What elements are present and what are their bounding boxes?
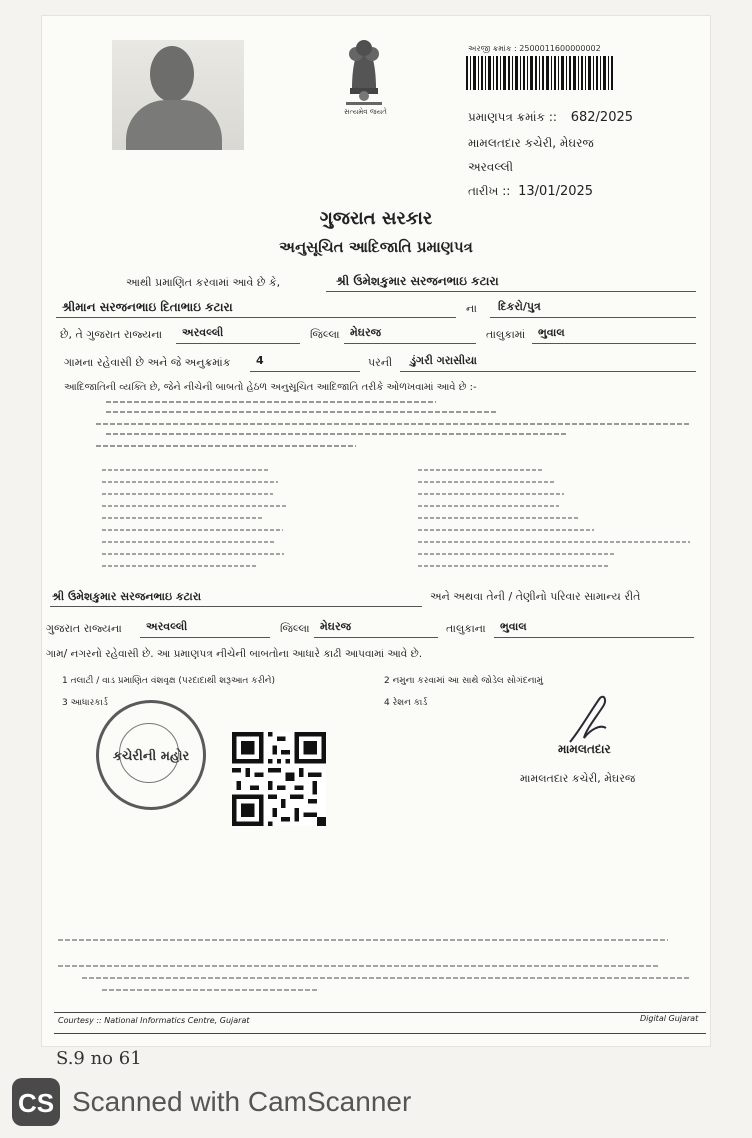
district-line — [176, 343, 300, 344]
photo-body — [126, 100, 222, 150]
order-list-right — [414, 466, 704, 578]
second-district-line — [140, 637, 270, 638]
state-text: છે, તે ગુજરાત રાજ્યના — [60, 328, 163, 341]
application-number: અરજી ક્રમાંક : 2500011600000002 — [468, 44, 601, 53]
camscanner-logo-icon — [12, 1078, 60, 1126]
issue-date-row — [468, 184, 593, 199]
second-name-line — [50, 606, 422, 607]
camscanner-badge-text: CS — [18, 1088, 55, 1118]
taluka-line — [344, 343, 476, 344]
district-value: અરવલ્લી — [182, 326, 224, 339]
issue-date-label: તારીખ :: — [468, 184, 511, 198]
document-2: 2 નમુના કરવામાં આ સાથે જોડેલ સોગંદનામું — [384, 676, 543, 686]
serial-line — [250, 371, 360, 372]
second-village-line — [494, 637, 694, 638]
issuing-district: અરવલ્લી — [468, 160, 514, 174]
office-seal — [96, 700, 206, 810]
document-4: 4 રેશન કાર્ડ — [384, 698, 428, 708]
relation-line — [490, 317, 696, 318]
signatory-title: મામલતદાર — [558, 742, 611, 756]
signature-scribble — [560, 690, 620, 750]
signatory-office: મામલતદાર કચેરી, મેઘરજ — [520, 772, 636, 785]
issue-date: 13/01/2025 — [518, 184, 594, 199]
father-name: શ્રીમાન સરજનભાઇ દિતાભાઇ કટારા — [62, 300, 233, 314]
qr-code-icon — [232, 732, 326, 826]
order-list-left — [98, 466, 398, 578]
second-district-value: અરવલ્લી — [146, 620, 188, 633]
document-3: 3 આધારકાર્ડ — [62, 698, 108, 708]
caste-label: પરની — [368, 356, 393, 369]
family-text: અને અથવા તેની / તેણીનો પરિવાર સામાન્ય રીતે — [430, 590, 641, 603]
taluka-value: મેઘરજ — [350, 326, 382, 339]
seal-text: કચેરીની મહોર — [112, 749, 190, 764]
notes-fine-print — [58, 934, 700, 998]
document-1: 1 તલાટી / વાડ પ્રમાણિત વંશવૃક્ષ (પરદાદાથી શરૂઆત કરીને) — [62, 676, 276, 686]
statutory-references — [96, 398, 696, 460]
tribe-text: આદિજાતિની વ્યક્તિ છે, જેને નીચેની બાબતો હેઠળ અનુસૂચિત આદિજાતિ તરીકે ઓળખવામાં આવે છે :- — [64, 382, 477, 393]
national-emblem-icon — [336, 32, 392, 116]
certify-text: આથી પ્રમાણિત કરવામાં આવે છે કે, — [126, 276, 281, 289]
village-line — [532, 343, 696, 344]
certificate-number: 682/2025 — [570, 110, 634, 125]
relation-label: ના — [466, 302, 477, 315]
caste-value: ડુંગરી ગરાસીયા — [410, 354, 477, 367]
photo-head — [150, 46, 194, 102]
applicant-photo — [112, 40, 244, 150]
second-taluka-label: તાલુકાના — [446, 622, 486, 635]
issuing-office: મામલતદાર કચેરી, મેઘરજ — [468, 136, 594, 150]
second-taluka-line — [314, 637, 438, 638]
father-name-line — [56, 317, 456, 318]
barcode-icon — [466, 56, 614, 90]
certificate-number-row — [468, 110, 633, 125]
second-village-value: ભુવાલ — [500, 620, 527, 633]
relation-value: દિકરો/પુત્ર — [498, 300, 541, 313]
second-district-label: જિલ્લા — [280, 622, 310, 635]
second-applicant-name: શ્રી ઉમેશકુમાર સરજનભાઇ કટારા — [52, 590, 202, 603]
government-title: ગુજરાત સરકાર — [319, 208, 433, 229]
certificate-number-label: પ્રમાણપત્ર ક્રમાંક :: — [468, 110, 557, 124]
second-state-text: ગુજરાત રાજ્યના — [46, 622, 122, 635]
caste-line — [400, 371, 696, 372]
district-label: જિલ્લા — [310, 328, 340, 341]
certificate-title: અનુસૂચિત આદિજાતિ પ્રમાણપત્ર — [279, 238, 473, 256]
handwritten-note: S.9 no 61 — [56, 1048, 142, 1069]
camscanner-watermark: Scanned with CamScanner — [72, 1086, 412, 1117]
taluka-label: તાલુકામાં — [486, 328, 526, 341]
footer-courtesy: Courtesy :: National Informatics Centre, Gujarat — [58, 1016, 250, 1025]
basis-text: ગામ/ નગરનો રહેવાસી છે. આ પ્રમાણપત્ર નીચેની બાબતોના આધારે કાઢી આપવામાં આવે છે. — [46, 648, 423, 660]
footer-brand: Digital Gujarat — [640, 1014, 699, 1023]
applicant-name-line — [326, 291, 696, 292]
applicant-name: શ્રી ઉમેશકુમાર સરજનભાઇ કટારા — [336, 274, 499, 288]
village-value: ભુવાલ — [538, 326, 565, 339]
serial-number: 4 — [256, 354, 264, 367]
second-taluka-value: મેઘરજ — [320, 620, 352, 633]
resident-text: ગામના રહેવાસી છે અને જે અનુક્રમાંક — [64, 356, 231, 369]
emblem-caption: સત્યમેવ જયતે — [344, 108, 387, 116]
